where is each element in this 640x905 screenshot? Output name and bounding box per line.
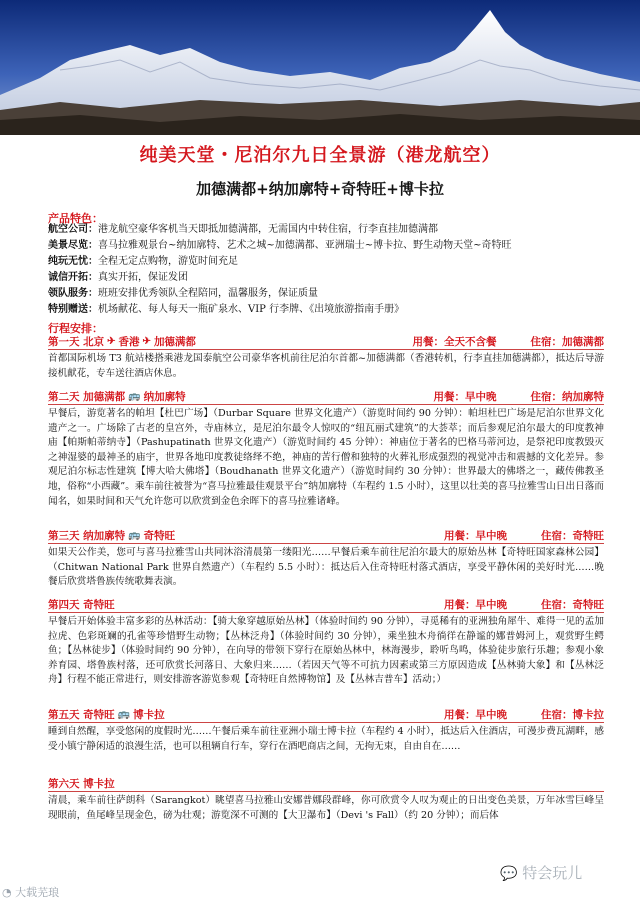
feature-item xyxy=(48,270,608,286)
day-label: 第一天 xyxy=(48,335,80,348)
feature-item xyxy=(48,286,608,302)
day-label: 第四天 xyxy=(48,598,80,611)
meal-info: 用餐：早中晚 xyxy=(444,708,507,721)
day-description: 如果天公作美，您可与喜马拉雅雪山共同沐浴清晨第一缕阳光……早餐后乘车前往尼泊尔最大的原始丛林【奇特旺国家森林公园】（Chitwan National Park 世界自然遗产）（车程约 5.5 小时）：抵达后入住奇特旺村落式酒店，享受平静休闲的美好时光……晚餐后欣赏塔鲁族传统歌舞表演。 xyxy=(48,547,604,588)
feature-key: 领队服务： xyxy=(48,288,98,299)
route-from: 加德满都 xyxy=(83,390,126,403)
plane-icon: ✈ xyxy=(107,335,116,347)
stay-info: 住宿：奇特旺 xyxy=(541,529,604,542)
day-header xyxy=(48,528,604,544)
feature-item xyxy=(48,238,608,254)
feature-value: 喜马拉雅观景台~纳加廓特、艺术之城~加德满都、亚洲瑞士~博卡拉、野生动物天堂~奇特旺 xyxy=(98,240,512,251)
bus-icon: 🚌 xyxy=(128,390,141,402)
feature-value: 真实开拓，保证发团 xyxy=(98,272,188,283)
features-list xyxy=(48,222,608,318)
feature-value: 港龙航空豪华客机当天即抵加德满都，无需国内中转住宿，行李直挂加德满都 xyxy=(98,224,438,235)
bus-icon: 🚌 xyxy=(117,708,131,720)
feature-item xyxy=(48,302,608,318)
meal-info: 用餐：全天不含餐 xyxy=(412,335,497,348)
day-description: 睡到自然醒，享受悠闲的度假时光……午餐后乘车前往亚洲小瑞士博卡拉（车程约 4 小时），抵达后入住酒店，可漫步费瓦湖畔，感受小镇宁静闲适的浪漫生活，也可以租辆自行车，穿行在酒吧商店之间，无拘无束，自由自在…… xyxy=(48,726,604,752)
day-label: 第五天 xyxy=(48,708,80,721)
plane-icon: ✈ xyxy=(142,335,151,347)
day-header xyxy=(48,776,604,792)
day-4 xyxy=(48,597,604,688)
route-from: 奇特旺 xyxy=(83,598,115,611)
day-header xyxy=(48,389,604,405)
feature-item xyxy=(48,254,608,270)
page-title: 纯美天堂・尼泊尔九日全景游（港龙航空） xyxy=(139,145,501,166)
feature-value: 机场献花、每人每天一瓶矿泉水、VIP 行李牌、《出境旅游指南手册》 xyxy=(98,304,405,315)
features-heading: 产品特色： xyxy=(48,212,103,225)
day-header xyxy=(48,597,604,613)
feature-value: 全程无定点购物，游览时间充足 xyxy=(98,256,238,267)
stay-info: 住宿：加德满都 xyxy=(530,335,604,348)
feature-key: 美景尽览： xyxy=(48,240,98,251)
day-label: 第六天 xyxy=(48,777,80,790)
watermark-left xyxy=(2,884,59,900)
route-from: 博卡拉 xyxy=(83,777,115,790)
route-to: 奇特旺 xyxy=(143,529,176,542)
watermark-left-text: 大载芜琅 xyxy=(15,886,60,899)
day-label: 第三天 xyxy=(48,529,80,542)
meal-info: 用餐：早中晚 xyxy=(444,598,507,611)
wechat-icon: 💬 xyxy=(500,866,518,882)
day-header xyxy=(48,707,604,723)
day-6 xyxy=(48,776,604,823)
route-from: 奇特旺 xyxy=(83,708,115,721)
day-5 xyxy=(48,707,604,754)
meal-info: 用餐：早中晚 xyxy=(433,390,497,403)
weibo-icon: ◔ xyxy=(2,886,12,899)
watermark-right-text: 特会玩儿 xyxy=(522,864,583,882)
route-from: 纳加廓特 xyxy=(83,529,126,542)
mountain-banner xyxy=(0,0,640,135)
day-label: 第二天 xyxy=(48,390,80,403)
watermark-right xyxy=(500,862,582,883)
route-to: 纳加廓特 xyxy=(143,390,186,403)
stay-info: 住宿：纳加廓特 xyxy=(530,390,604,403)
day-1 xyxy=(48,334,604,381)
day-description: 首都国际机场 T3 航站楼搭乘港龙国泰航空公司豪华客机前往尼泊尔首都~加德满都（香港转机，行李直挂加德满都），抵达后导游接机献花，专车送往酒店休息。 xyxy=(48,353,604,379)
meal-info: 用餐：早中晚 xyxy=(444,529,507,542)
day-description: 清晨，乘车前往萨朗科（Sarangkot）眺望喜马拉雅山安娜普娜段群峰，你可欣赏令人叹为观止的日出变色美景，万年冰雪巨峰呈现眼前，鱼尾峰呈现金色，磅为壮观；游览深不可测的【大卫瀑布】（Devi 's Fall）（约 20 分钟）；而后体 xyxy=(48,795,604,821)
day-description: 早餐后，游览著名的帕坦【杜巴广场】（Durbar Square 世界文化遗产）（游览时间约 90 分钟）：帕坦杜巴广场是尼泊尔世界文化遗产之一。广场除了古老的皇宫外，寺庙林立，是尼泊尔最令人惊叹的“纽瓦丽式建筑”的大荟萃；而后参观尼泊尔最大的印度教神庙【帕斯帕蒂纳寺】（Pashupatinath 世界文化遗产）（游览时间约 45 分钟）：神庙位于著名的巴格马蒂河边，是祭祀印度教毁灭之神湿婆的最神圣的庙宇，世界各地印度教徒络绎不绝，神庙的苦行僧和独特的火葬礼形成强烈的视觉冲击和震撼的文化差异。参观尼泊尔标志性建筑【博大哈大佛塔】（Boudhanath 世界文化遗产）（游览时间约 30 分钟）：世界最大的佛塔之一，藏传佛教圣地，俗称“小西藏”。乘车前往被誉为“喜马拉雅最佳观景平台”纳加廓特（车程约 1.5 小时），这里以壮美的喜马拉雅雪山日出日落而闻名，如果时间和天气允许您可以欣赏到金色余晖下的喜马拉雅诸峰。 xyxy=(48,408,604,507)
feature-value: 班班安排优秀领队全程陪同，温馨服务，保证质量 xyxy=(98,288,318,299)
page-subtitle: 加德满都+纳加廓特+奇特旺+博卡拉 xyxy=(196,180,444,198)
feature-key: 航空公司： xyxy=(48,224,98,235)
feature-key: 特别赠送： xyxy=(48,304,98,315)
route-to: 加德满都 xyxy=(153,335,196,348)
day-2 xyxy=(48,389,604,509)
route-via: 香港 xyxy=(118,335,140,348)
feature-key: 纯玩无忧： xyxy=(48,256,98,267)
bus-icon: 🚌 xyxy=(128,529,141,541)
itinerary-heading: 行程安排： xyxy=(48,322,103,335)
route-to: 博卡拉 xyxy=(133,708,165,721)
day-3 xyxy=(48,528,604,590)
feature-item xyxy=(48,222,608,238)
route-from: 北京 xyxy=(83,335,105,348)
feature-key: 诚信开拓： xyxy=(48,272,98,283)
stay-info: 住宿：博卡拉 xyxy=(541,708,604,721)
day-description: 早餐后开始体验丰富多彩的丛林活动：【骑大象穿越原始丛林】（体验时间约 90 分钟），寻觅稀有的亚洲独角犀牛、难得一见的孟加拉虎、色彩斑斓的孔雀等珍惜野生动物；【丛林泛舟】（体验时间约 30 分钟），乘坐独木舟徜徉在静谧的娜普姆河上，观赏野生鳄鱼；【丛林徒步】（体验时间约 90 分钟），在向导的带领下穿行在原始丛林中，林海漫步，聆听鸟鸣，体验徒步旅行乐趣；参观小象养育园、塔鲁族村落，还可欣赏长河落日、大象归来……（若因天气等不可抗力因素或第三方原因造成【丛林骑大象】和【丛林泛舟】行程不能正常进行，则安排游客游览参观【奇特旺自然博物馆】及【丛林吉普车】活动；） xyxy=(48,616,604,686)
stay-info: 住宿：奇特旺 xyxy=(541,598,604,611)
day-header xyxy=(48,334,604,350)
